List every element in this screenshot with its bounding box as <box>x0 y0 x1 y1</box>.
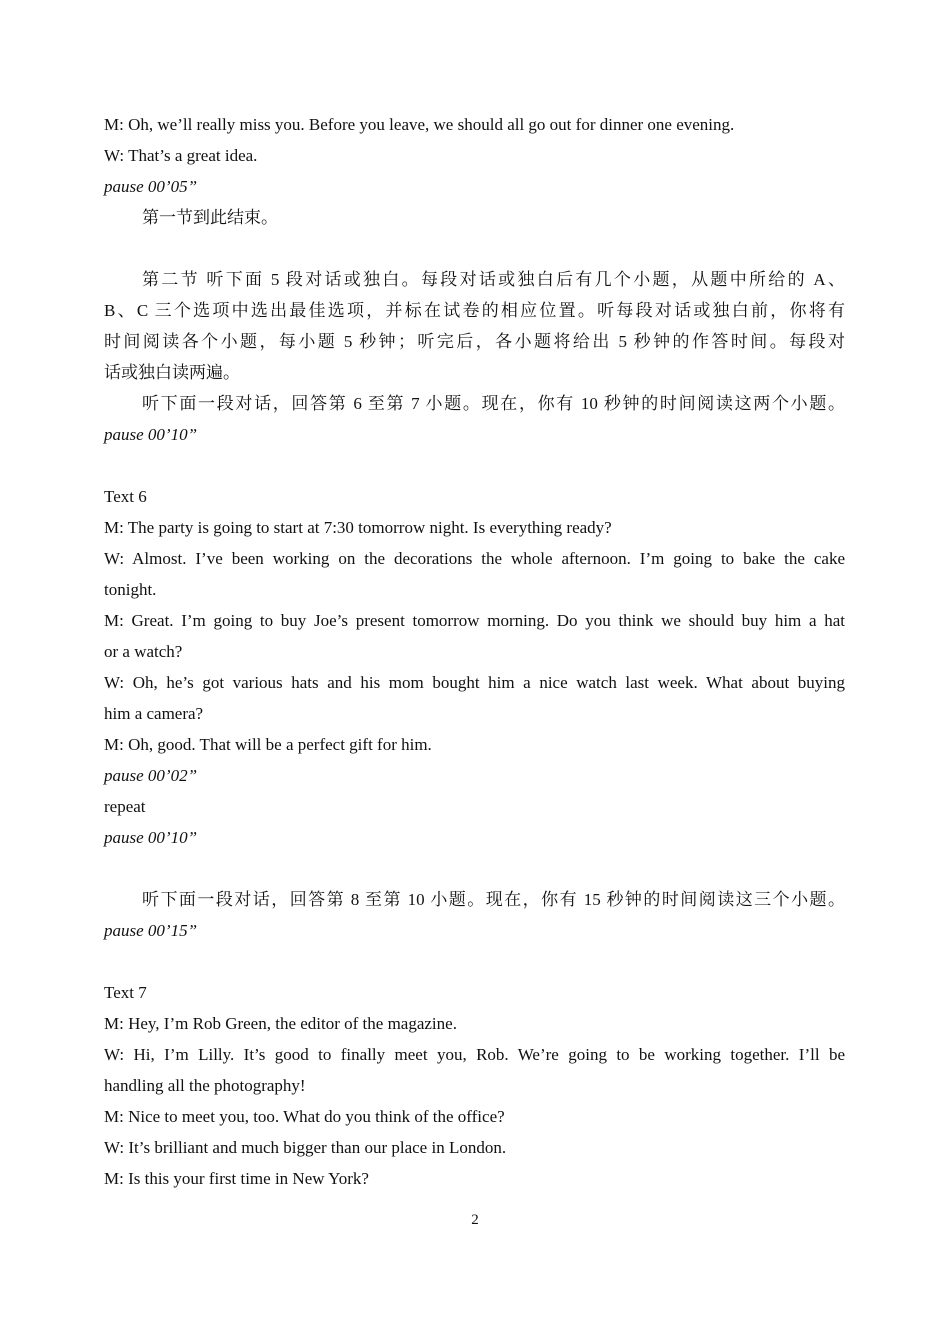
text-line: W: That’s a great idea. <box>104 146 258 165</box>
text-line: 第二节 听下面 5 段对话或独白。每段对话或独白后有几个小题，从题中所给的 A、 <box>142 270 845 289</box>
text-line: M: Great. I’m going to buy Joe’s present tomorrow morning. Do you think we should buy him a hat <box>104 611 845 630</box>
text-line: 第一节到此结束。 <box>142 208 278 227</box>
text-line: M: Is this your first time in New York? <box>104 1169 369 1188</box>
text-line: pause 00’02” <box>104 766 198 785</box>
blank-line <box>104 853 845 884</box>
blank-line <box>104 450 845 481</box>
document-body <box>104 109 845 1194</box>
text-line: 听下面一段对话，回答第 8 至第 10 小题。现在，你有 15 秒钟的时间阅读这三个小题。 <box>142 890 845 909</box>
text-line: pause 00’10” <box>104 828 198 847</box>
text-line: B、C 三个选项中选出最佳选项，并标在试卷的相应位置。听每段对话或独白前，你将有 <box>104 301 845 320</box>
text-line: 话或独白读两遍。 <box>104 363 240 382</box>
text-line: handling all the photography! <box>104 1076 306 1095</box>
text-line: pause 00’15” <box>104 921 198 940</box>
blank-line <box>104 946 845 977</box>
text-line: M: Hey, I’m Rob Green, the editor of the magazine. <box>104 1014 457 1033</box>
text-line: tonight. <box>104 580 157 599</box>
text-line: Text 7 <box>104 983 147 1002</box>
text-line: W: Hi, I’m Lilly. It’s good to finally meet you, Rob. We’re going to be working together. I’ll be <box>104 1045 845 1064</box>
text-line: M: Oh, we’ll really miss you. Before you leave, we should all go out for dinner one evening. <box>104 115 735 134</box>
text-line: W: Almost. I’ve been working on the decorations the whole afternoon. I’m going to bake the cake <box>104 549 845 568</box>
text-line: M: Nice to meet you, too. What do you think of the office? <box>104 1107 505 1126</box>
text-line: repeat <box>104 797 146 816</box>
text-line: M: Oh, good. That will be a perfect gift for him. <box>104 735 432 754</box>
text-line: W: It’s brilliant and much bigger than our place in London. <box>104 1138 507 1157</box>
blank-line <box>104 233 845 264</box>
text-line: pause 00’05” <box>104 177 198 196</box>
text-line: 听下面一段对话，回答第 6 至第 7 小题。现在，你有 10 秒钟的时间阅读这两个小题。 <box>142 394 845 413</box>
text-line: W: Oh, he’s got various hats and his mom bought him a nice watch last week. What about buying <box>104 673 845 692</box>
text-line: 时间阅读各个小题，每小题 5 秒钟；听完后，各小题将给出 5 秒钟的作答时间。每段对 <box>104 332 845 351</box>
text-line: or a watch? <box>104 642 183 661</box>
text-line: Text 6 <box>104 487 147 506</box>
text-line: pause 00’10” <box>104 425 198 444</box>
text-line: him a camera? <box>104 704 204 723</box>
page-number: 2 <box>471 1212 479 1228</box>
text-line: M: The party is going to start at 7:30 tomorrow night. Is everything ready? <box>104 518 612 537</box>
